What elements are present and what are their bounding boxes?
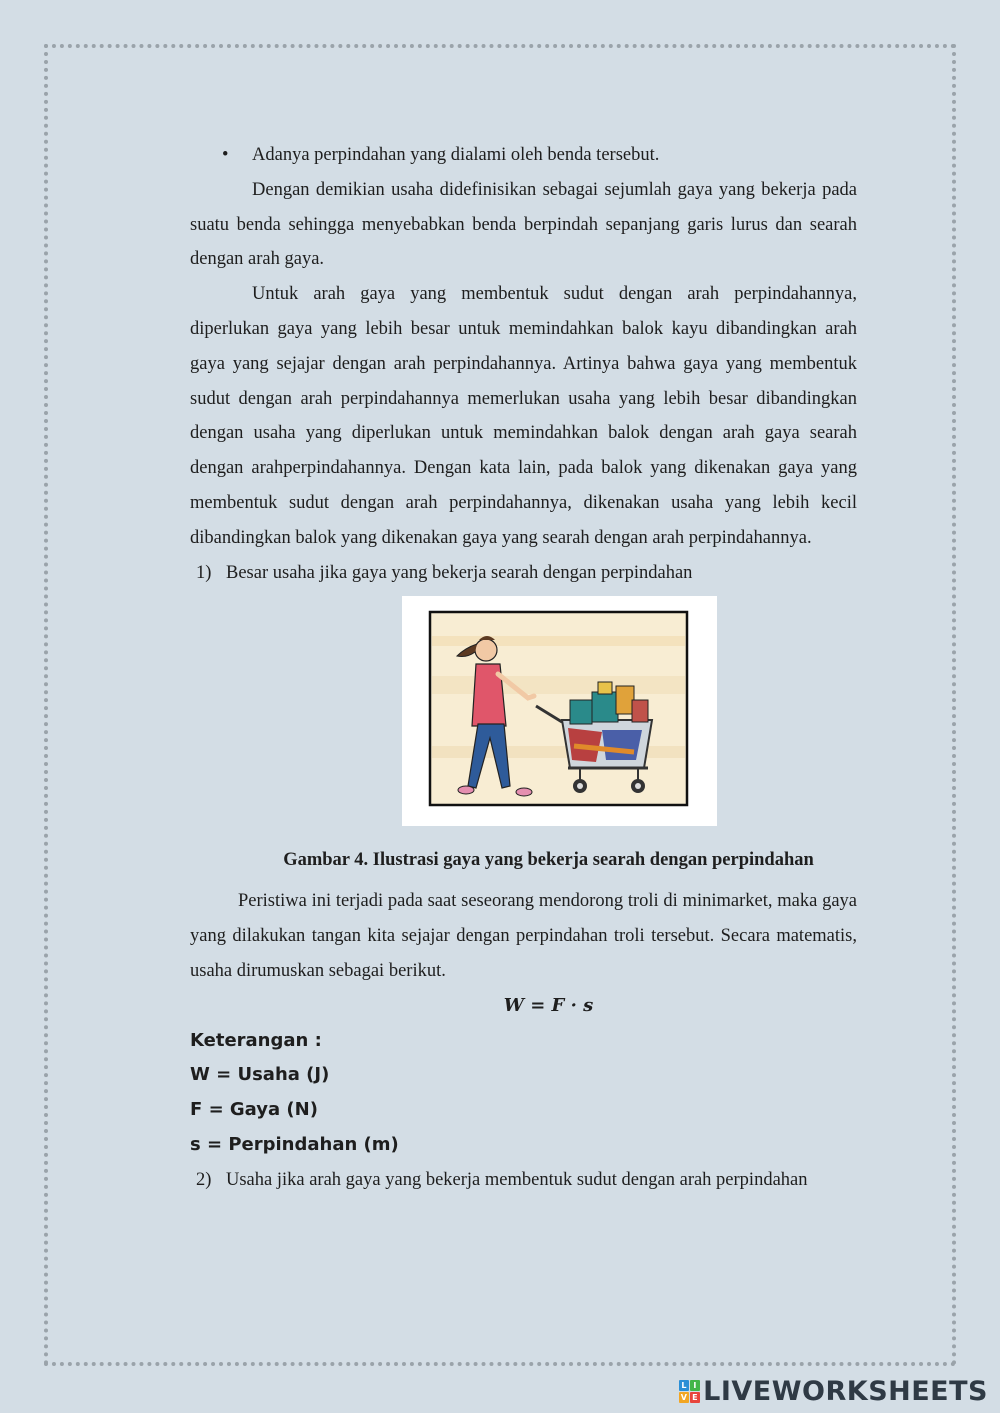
numbered-item-2 xyxy=(190,1163,857,1198)
item-text: Usaha jika arah gaya yang bekerja membentuk sudut dengan arah perpindahan xyxy=(226,1169,808,1190)
item-text: Besar usaha jika gaya yang bekerja searah dengan perpindahan xyxy=(226,562,693,583)
bullet-text: Adanya perpindahan yang dialami oleh benda tersebut. xyxy=(252,145,660,165)
item-number: 2) xyxy=(196,1169,212,1190)
legend-force: F = Gaya (N) xyxy=(190,1099,318,1121)
trolley-illustration xyxy=(402,596,717,826)
figure-container xyxy=(190,590,857,830)
paragraph-trolley: Peristiwa ini terjadi pada saat seseorang mendorong troli di minimarket, maka gaya yang dilakukan tangan kita sejajar dengan perpindahan troli tersebut. Secara matematis, usaha dirumuskan sebagai berikut. xyxy=(190,891,857,981)
bullet-icon: • xyxy=(222,145,229,165)
legend-displacement: s = Perpindahan (m) xyxy=(190,1133,399,1155)
bullet-item xyxy=(190,138,857,173)
brand-name: LIVEWORKSHEETS xyxy=(703,1376,988,1407)
legend-work: W = Usaha (J) xyxy=(190,1064,330,1086)
document-body xyxy=(190,138,857,1198)
liveworksheets-logo[interactable] xyxy=(679,1376,988,1407)
work-formula: W = F · s xyxy=(503,994,594,1016)
item-number: 1) xyxy=(196,562,212,583)
figure-caption: Gambar 4. Ilustrasi gaya yang bekerja searah dengan perpindahan xyxy=(283,850,814,871)
paragraph-angle: Untuk arah gaya yang membentuk sudut dengan arah perpindahannya, diperlukan gaya yang lebih besar untuk memindahkan balok kayu dibandingkan arah gaya yang sejajar dengan arah perpindahannya. Artinya bahwa gaya yang membentuk sudut dengan arah perpindahannya memerlukan usaha yang lebih besar dibandingkan dengan usaha yang diperlukan untuk memindahkan balok dengan arah gaya searah dengan arahperpindahannya. Dengan kata lain, pada balok yang dikenakan gaya yang membentuk sudut dengan arah perpindahannya, dikenakan usaha yang lebih kecil dibandingkan balok yang dikenakan gaya yang searah dengan arah perpindahannya. xyxy=(190,284,857,548)
numbered-item-1 xyxy=(190,556,857,591)
paragraph-definition: Dengan demikian usaha didefinisikan sebagai sejumlah gaya yang bekerja pada suatu benda sehingga menyebabkan benda berpindah sepanjang garis lurus dan searah dengan arah gaya. xyxy=(190,179,857,270)
liveworksheets-icon: L I V E xyxy=(679,1380,700,1403)
legend-title: Keterangan : xyxy=(190,1029,322,1051)
